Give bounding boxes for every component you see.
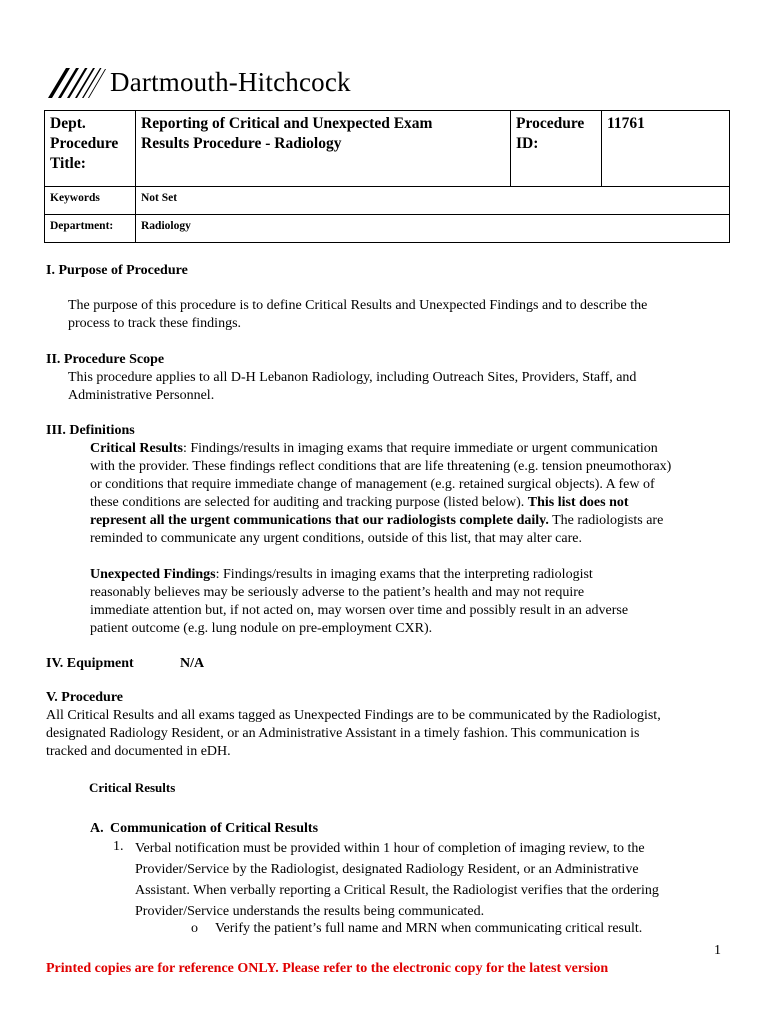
- bullet-text: Verify the patient’s full name and MRN when communicating critical result.: [215, 921, 643, 936]
- title-label-2: Procedure: [50, 135, 119, 152]
- subsection-a-heading: Communication of Critical Results: [110, 821, 319, 836]
- critical-def-text-5b: The radiologists are: [548, 513, 664, 528]
- s1-line-2: process to track these findings.: [68, 316, 242, 331]
- keywords-value: Not Set: [141, 192, 178, 204]
- critical-results-subheading: Critical Results: [89, 780, 176, 795]
- item-1-line-2: Provider/Service by the Radiologist, designated Radiology Resident, or an Administrative: [135, 862, 639, 877]
- critical-def-line-4: [90, 494, 629, 512]
- title-label-1: Dept.: [50, 115, 86, 132]
- id-label-1: Procedure: [516, 115, 585, 132]
- s5-line-3: tracked and documented in eDH.: [46, 744, 231, 759]
- critical-def-line-3: or conditions that require immediate change of management (e.g. retained surgical objects). A few of: [90, 477, 655, 492]
- critical-def-line-1: [90, 440, 658, 458]
- keywords-value-cell: [136, 187, 730, 215]
- department-value: Radiology: [141, 220, 191, 232]
- item-1-line-3: Assistant. When verbally reporting a Critical Result, the Radiologist verifies that the ordering: [135, 883, 659, 898]
- s1-line-1: The purpose of this procedure is to define Critical Results and Unexpected Findings and to describe the: [68, 298, 648, 313]
- unexpected-term: Unexpected Findings: [90, 567, 216, 582]
- item-1-line-1: Verbal notification must be provided within 1 hour of completion of imaging review, to the: [135, 841, 645, 856]
- critical-def-text-4a: these conditions are selected for auditing and tracking purpose (listed below).: [90, 495, 528, 510]
- department-label: Department:: [50, 220, 114, 232]
- critical-def-line-2: with the provider. These findings reflect conditions that are life threatening (e.g. tension pneumothorax): [90, 459, 672, 474]
- unexpected-def-line-1: [90, 566, 593, 584]
- item-1-line-4: Provider/Service understands the results being communicated.: [135, 904, 485, 919]
- critical-def-text-5a: represent all the urgent communications that our radiologists complete daily.: [90, 513, 549, 528]
- critical-def-line-6: reminded to communicate any urgent conditions, outside of this list, that may alter care.: [90, 531, 582, 546]
- section-2-heading: II. Procedure Scope: [46, 352, 165, 367]
- title-value-1: Reporting of Critical and Unexpected Exam: [141, 115, 433, 132]
- s5-line-1: All Critical Results and all exams tagged as Unexpected Findings are to be communicated by the Radiologist,: [46, 708, 661, 723]
- item-1-marker: 1.: [113, 839, 124, 854]
- title-value-2: Results Procedure - Radiology: [141, 135, 342, 152]
- title-value-cell: [136, 111, 511, 187]
- unexpected-def-text-1: : Findings/results in imaging exams that the interpreting radiologist: [215, 567, 593, 582]
- id-label-cell: [511, 111, 602, 187]
- section-4-heading: IV. Equipment: [46, 656, 134, 671]
- critical-def-text-4b: This list does not: [527, 495, 629, 510]
- procedure-header-table: [44, 110, 730, 243]
- page-number: 1: [714, 943, 721, 958]
- section-3-heading: III. Definitions: [46, 423, 135, 438]
- footer-notice: Printed copies are for reference ONLY. Please refer to the electronic copy for the latest version: [46, 961, 609, 976]
- s2-line-1: This procedure applies to all D-H Lebanon Radiology, including Outreach Sites, Providers, Staff, and: [68, 370, 637, 385]
- critical-def-line-5: [90, 512, 663, 530]
- subsection-a-marker: A.: [90, 821, 104, 836]
- brand-logo: [46, 64, 351, 100]
- unexpected-def-line-2: reasonably believes may be seriously adverse to the patient’s health and may not require: [90, 585, 585, 600]
- unexpected-def-line-4: patient outcome (e.g. lung nodule on pre-employment CXR).: [90, 621, 433, 636]
- section-1-heading: I. Purpose of Procedure: [46, 263, 188, 278]
- department-value-cell: [136, 215, 730, 243]
- s2-line-2: Administrative Personnel.: [68, 388, 215, 403]
- department-label-cell: [45, 215, 136, 243]
- section-5-heading: V. Procedure: [46, 690, 123, 705]
- procedure-id: 11761: [607, 115, 645, 132]
- bullet-marker: o: [191, 921, 198, 936]
- id-label-2: ID:: [516, 135, 539, 152]
- critical-term: Critical Results: [90, 441, 183, 456]
- title-label-cell: [45, 111, 136, 187]
- critical-def-text-1: : Findings/results in imaging exams that require immediate or urgent communication: [182, 441, 658, 456]
- keywords-label: Keywords: [50, 192, 100, 204]
- equipment-value: N/A: [180, 656, 205, 671]
- dh-logo-icon: [46, 64, 106, 100]
- title-label-3: Title:: [50, 155, 86, 172]
- id-value-cell: [602, 111, 730, 187]
- brand-name: Dartmouth-Hitchcock: [110, 66, 351, 97]
- s5-line-2: designated Radiology Resident, or an Administrative Assistant in a timely fashion. This communication is: [46, 726, 640, 741]
- unexpected-def-line-3: immediate attention but, if not acted on, may worsen over time and possibly result in an adverse: [90, 603, 629, 618]
- keywords-label-cell: [45, 187, 136, 215]
